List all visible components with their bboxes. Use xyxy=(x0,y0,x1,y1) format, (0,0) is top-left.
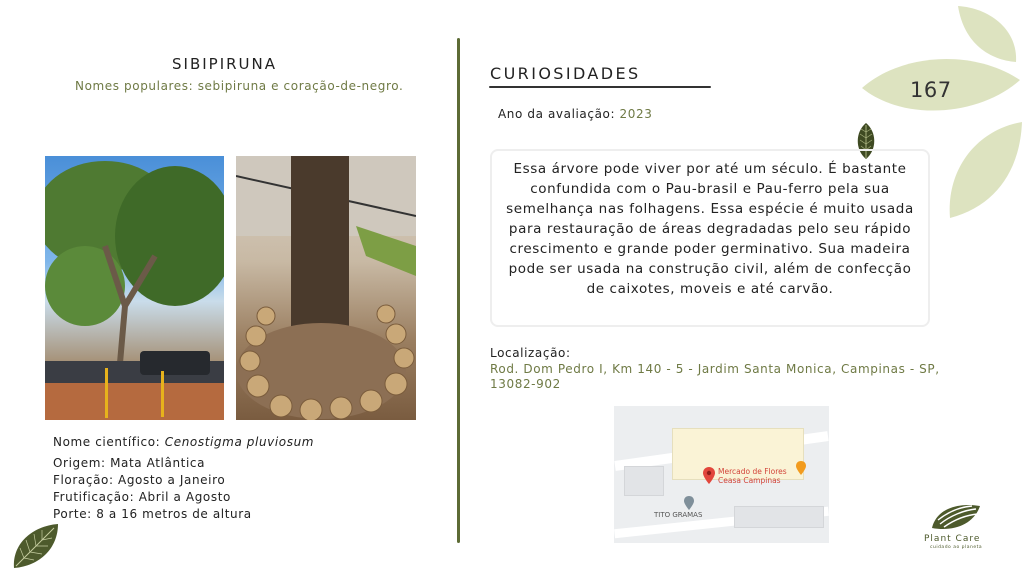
leaf-top-icon xyxy=(958,6,1016,62)
popular-names-value: sebipiruna e coração-de-negro. xyxy=(197,79,404,93)
map-poi-gray-icon xyxy=(684,496,694,510)
location-address: Rod. Dom Pedro I, Km 140 - 5 - Jardim Santa Monica, Campinas - SP, 13082-902 xyxy=(490,362,940,391)
size-value: 8 a 16 metros de altura xyxy=(96,507,252,521)
origin-row xyxy=(53,455,314,472)
origin-value: Mata Atlântica xyxy=(110,456,206,470)
fruiting-row xyxy=(53,489,314,506)
species-title: SIBIPIRUNA xyxy=(172,55,278,73)
curiosities-underline xyxy=(489,86,711,88)
location-map[interactable] xyxy=(614,406,829,543)
map-building xyxy=(734,506,824,528)
popular-names xyxy=(75,79,403,93)
flowering-label: Floração: xyxy=(53,473,114,487)
curiosities-text-box: Essa árvore pode viver por até um século. É bastante confundida com o Pau-brasil e Pau-ferro pela sua semelhança nas folhagens. Essa espécie é muito usada para restauração de áreas degradadas pelo seu rápido crescimento e grande poder germinativo. Sua madeira pode ser usada na construção civil, além de confecção de caixotes, moveis e até carvão. xyxy=(490,149,930,327)
origin-label: Origem: xyxy=(53,456,106,470)
map-pin-icon[interactable] xyxy=(703,467,715,484)
evaluation-year xyxy=(498,107,653,121)
fruiting-label: Frutificação: xyxy=(53,490,135,504)
scientific-name-value: Cenostigma pluviosum xyxy=(164,435,315,449)
brand-name: Plant Care xyxy=(924,534,981,544)
size-label: Porte: xyxy=(53,507,92,521)
fruiting-value: Abril a Agosto xyxy=(138,490,231,504)
species-facts xyxy=(53,434,314,523)
map-building xyxy=(624,466,664,496)
page-number-badge: 167 xyxy=(910,78,952,102)
tree-photo xyxy=(45,156,224,420)
map-pin-label: Mercado de Flores Ceasa Campinas xyxy=(718,467,787,485)
scientific-name-label: Nome científico: xyxy=(53,435,161,449)
curiosities-title: CURIOSIDADES xyxy=(490,64,641,83)
trunk-photo xyxy=(236,156,416,420)
leaf-corner-icon xyxy=(10,522,60,570)
column-divider xyxy=(457,38,460,543)
flowering-value: Agosto a Janeiro xyxy=(118,473,226,487)
map-poi-orange-icon xyxy=(796,461,806,475)
leaf-bottom-icon xyxy=(950,122,1022,218)
brand-tagline: cuidado ao planeta xyxy=(930,545,983,550)
size-row xyxy=(53,506,314,523)
evaluation-year-value: 2023 xyxy=(619,107,653,121)
scientific-name-row xyxy=(53,434,314,451)
plant-care-logo-icon xyxy=(930,502,982,532)
flowering-row xyxy=(53,472,314,489)
popular-names-label: Nomes populares: xyxy=(75,79,194,93)
map-secondary-label: TITO GRAMAS xyxy=(654,511,703,519)
location-label: Localização: xyxy=(490,346,571,360)
evaluation-year-label: Ano da avaliação: xyxy=(498,107,616,121)
